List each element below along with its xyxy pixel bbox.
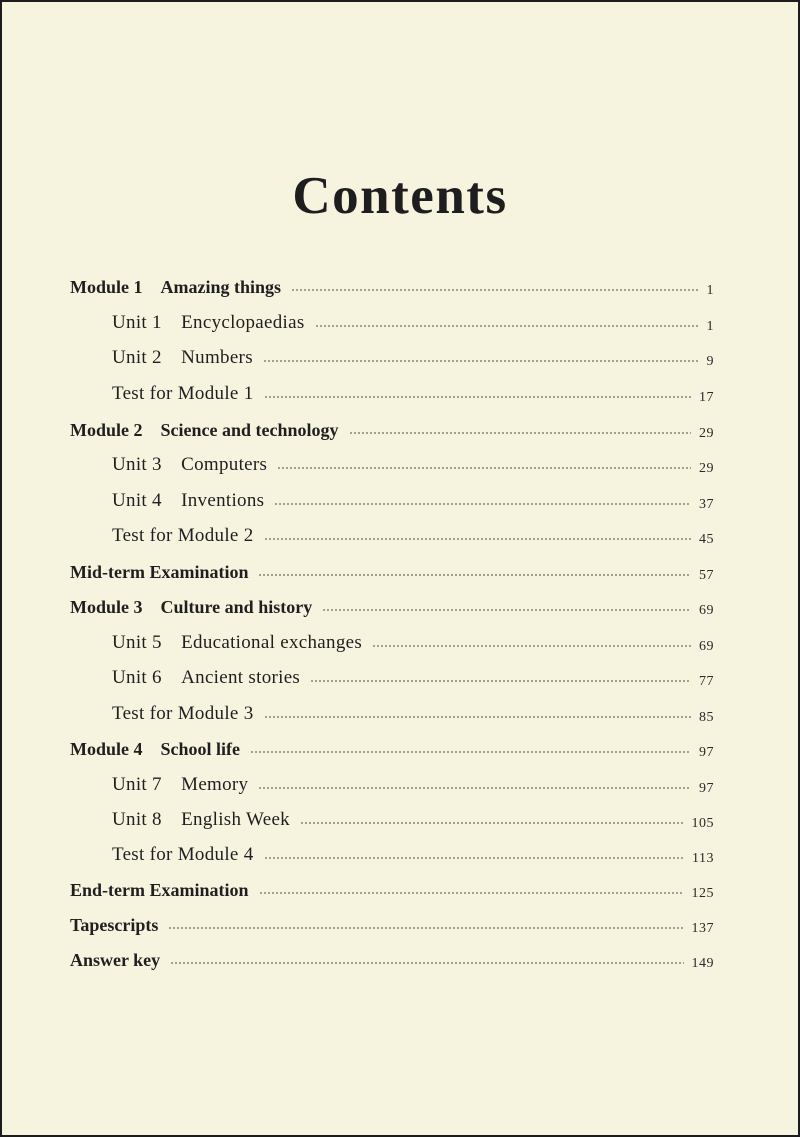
toc-entry-page: 45	[699, 532, 714, 547]
toc-entry-test-module-4[interactable]	[112, 837, 714, 873]
toc-entry-label: Test for Module 3	[112, 703, 254, 724]
dot-leader	[264, 396, 692, 398]
dot-leader	[300, 822, 684, 824]
toc-entry-mid-term-exam[interactable]	[70, 554, 714, 590]
toc-entry-page: 9	[706, 354, 714, 369]
dot-leader	[258, 574, 691, 576]
toc-entry-label: Test for Module 4	[112, 844, 254, 865]
toc-entry-unit-7[interactable]	[112, 767, 714, 803]
page-title: Contents	[292, 167, 508, 225]
dot-leader	[315, 325, 699, 327]
toc-entry-page: 125	[691, 886, 714, 901]
dot-leader	[264, 857, 685, 859]
toc-entry-module-3[interactable]	[70, 589, 714, 625]
toc-entry-label: Unit 2 Numbers	[112, 347, 253, 368]
toc-entry-page: 137	[691, 921, 714, 936]
toc-entry-unit-3[interactable]	[112, 447, 714, 483]
toc-entry-label: Mid-term Examination	[70, 561, 249, 582]
dot-leader	[372, 645, 691, 647]
toc-entry-unit-2[interactable]	[112, 340, 714, 376]
toc-entry-module-4[interactable]	[70, 731, 714, 767]
toc-entry-label: Test for Module 2	[112, 525, 254, 546]
toc-entry-page: 69	[699, 639, 714, 654]
dot-leader	[274, 503, 691, 505]
toc-entry-label: Unit 1 Encyclopaedias	[112, 312, 305, 333]
dot-leader	[264, 716, 692, 718]
toc-entry-label: Unit 3 Computers	[112, 454, 268, 475]
toc-entry-label: Module 2 Science and technology	[70, 419, 339, 440]
toc-entry-page: 77	[699, 674, 714, 689]
toc-entry-page: 17	[699, 390, 714, 405]
toc-entry-unit-4[interactable]	[112, 483, 714, 519]
toc-entry-end-term-exam[interactable]	[70, 872, 714, 908]
toc-entry-unit-1[interactable]	[112, 305, 714, 341]
dot-leader	[322, 609, 691, 611]
dot-leader	[170, 962, 683, 964]
dot-leader	[263, 360, 699, 362]
toc-entry-module-1[interactable]	[70, 269, 714, 305]
dot-leader	[349, 432, 692, 434]
toc-entry-label: Unit 4 Inventions	[112, 490, 265, 511]
toc-entry-page: 1	[706, 283, 714, 298]
toc-entry-page: 97	[699, 745, 714, 760]
toc-entry-page: 149	[691, 956, 714, 971]
toc-entry-label: End-term Examination	[70, 879, 249, 900]
toc-entry-label: Module 1 Amazing things	[70, 276, 282, 297]
toc-entry-label: Tapescripts	[70, 914, 159, 935]
toc-entry-label: Answer key	[70, 949, 161, 970]
dot-leader	[291, 289, 698, 291]
dot-leader	[168, 927, 683, 929]
dot-leader	[250, 751, 691, 753]
toc-entry-page: 29	[699, 461, 714, 476]
dot-leader	[258, 787, 691, 789]
toc-entry-page: 97	[699, 781, 714, 796]
toc-entry-unit-6[interactable]	[112, 660, 714, 696]
toc-entry-module-2[interactable]	[70, 412, 714, 448]
toc-entry-page: 1	[706, 319, 714, 334]
toc-entry-label: Test for Module 1	[112, 383, 254, 404]
toc-entry-label: Unit 7 Memory	[112, 774, 249, 795]
toc-entry-label: Module 4 School life	[70, 738, 240, 759]
toc-entry-test-module-2[interactable]	[112, 518, 714, 554]
dot-leader	[310, 680, 691, 682]
toc-entry-test-module-3[interactable]	[112, 696, 714, 732]
toc-entry-page: 57	[699, 568, 714, 583]
toc-entry-label: Unit 5 Educational exchanges	[112, 632, 363, 653]
toc-entry-page: 37	[699, 497, 714, 512]
toc-entry-answer-key[interactable]	[70, 942, 714, 978]
toc-entry-page: 113	[692, 851, 714, 866]
toc-entry-label: Unit 6 Ancient stories	[112, 667, 301, 688]
toc-entry-page: 69	[699, 603, 714, 618]
toc-entry-unit-5[interactable]	[112, 625, 714, 661]
toc-entry-page: 85	[699, 710, 714, 725]
toc-entry-unit-8[interactable]	[112, 802, 714, 838]
toc-entry-label: Unit 8 English Week	[112, 809, 290, 830]
dot-leader	[277, 467, 691, 469]
dot-leader	[259, 892, 684, 894]
toc-entry-label: Module 3 Culture and history	[70, 596, 313, 617]
toc-entry-page: 105	[691, 816, 714, 831]
toc-entry-test-module-1[interactable]	[112, 376, 714, 412]
toc-entry-page: 29	[699, 426, 714, 441]
toc-entry-tapescripts[interactable]	[70, 907, 714, 943]
dot-leader	[264, 538, 692, 540]
